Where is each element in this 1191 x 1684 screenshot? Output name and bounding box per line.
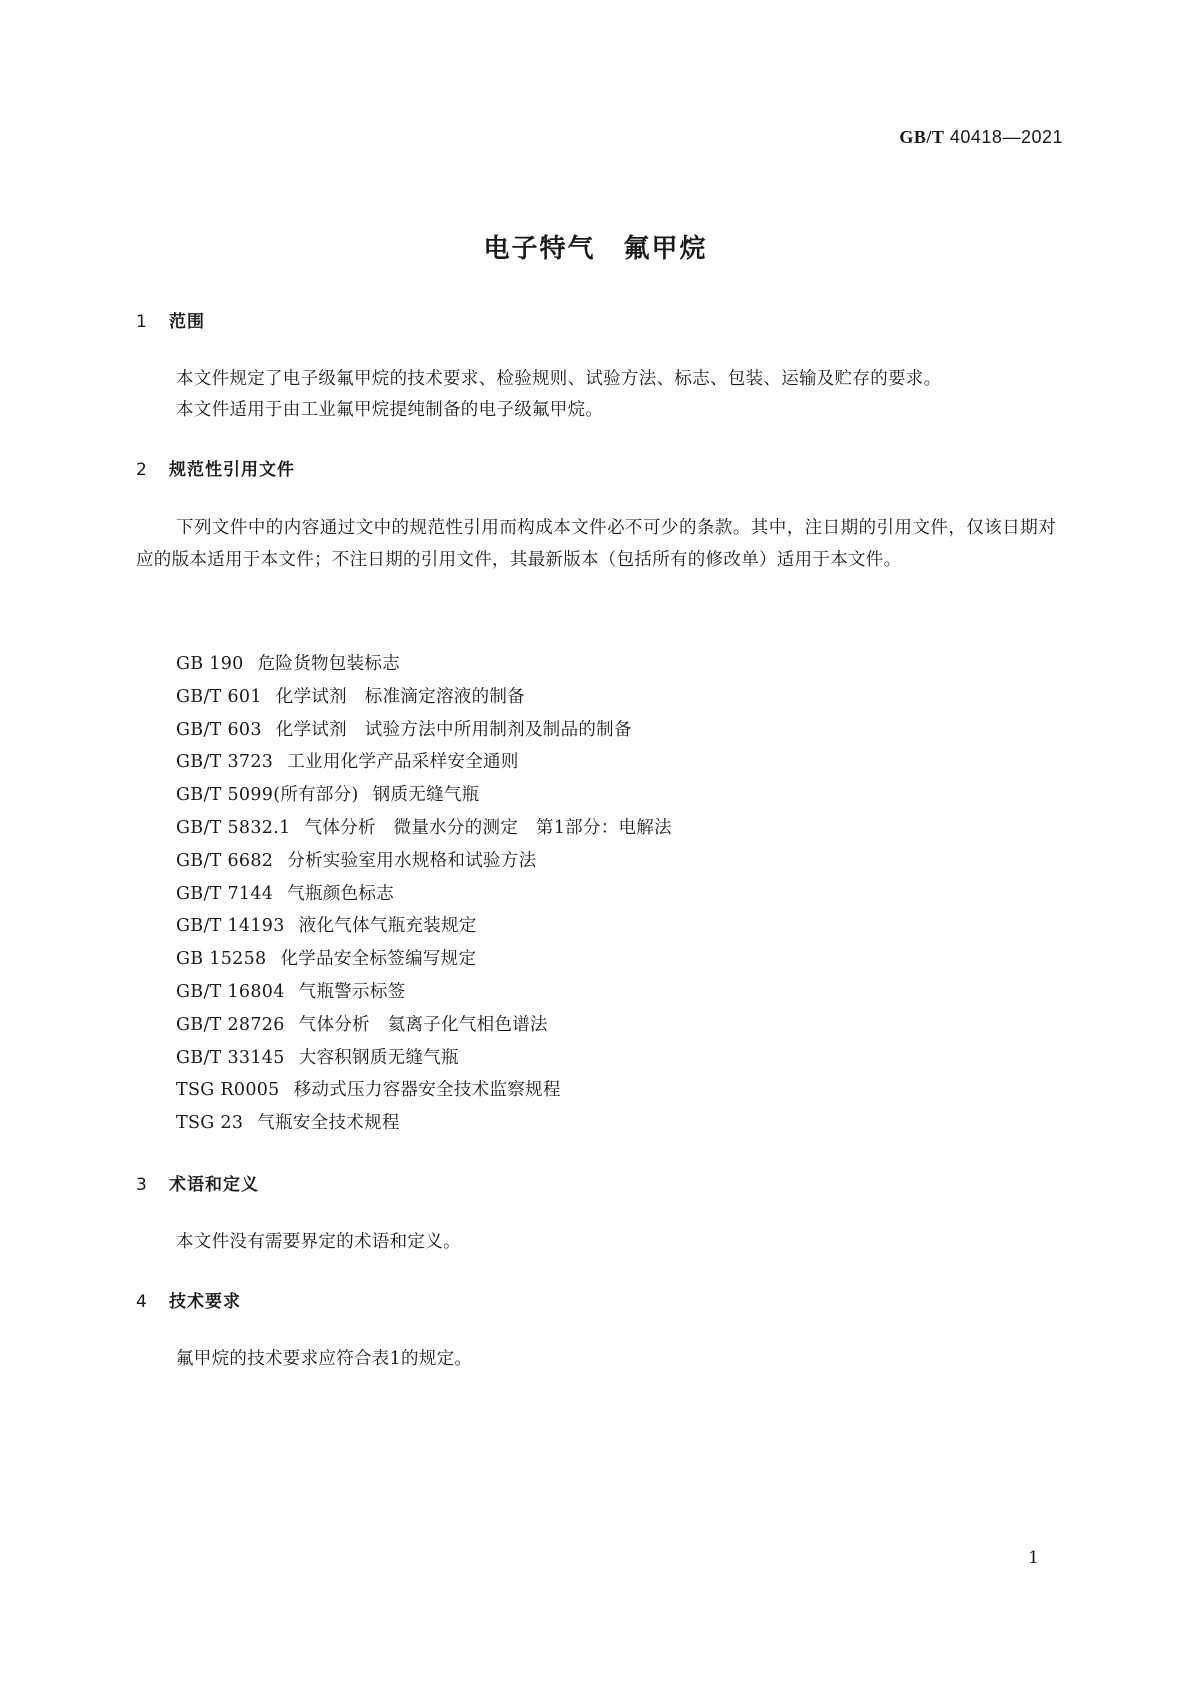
- section-heading-technical-requirements: [136, 1287, 241, 1312]
- reference-code: GB/T 33145: [176, 1047, 285, 1068]
- reference-title: 气体分析 微量水分的测定 第1部分：电解法: [304, 817, 672, 838]
- technical-requirements-body: 氟甲烷的技术要求应符合表1的规定。: [176, 1349, 473, 1369]
- reference-title: 化学品安全标签编写规定: [280, 949, 477, 970]
- reference-item: [176, 779, 672, 812]
- section-title: 范围: [169, 312, 205, 332]
- section-number: 3: [136, 1175, 148, 1195]
- reference-item: [176, 976, 672, 1009]
- reference-item: [176, 648, 672, 681]
- reference-code: TSG 23: [176, 1113, 244, 1134]
- reference-code: TSG R0005: [176, 1080, 280, 1101]
- scope-paragraph-2: 本文件适用于由工业氟甲烷提纯制备的电子级氟甲烷。: [176, 400, 604, 420]
- reference-item: [176, 943, 672, 976]
- reference-code: GB/T 28726: [176, 1014, 285, 1035]
- section-heading-scope: [136, 307, 205, 332]
- reference-code: GB/T 14193: [176, 916, 285, 937]
- reference-item: [176, 910, 672, 943]
- reference-item: [176, 812, 672, 845]
- reference-code: GB/T 603: [176, 719, 262, 740]
- standard-code: 40418—2021: [944, 127, 1063, 147]
- reference-title: 危险货物包装标志: [257, 654, 401, 674]
- reference-item: [176, 1074, 672, 1107]
- reference-item: [176, 845, 672, 878]
- standard-prefix: GB/T: [899, 127, 945, 147]
- reference-item: [176, 714, 672, 747]
- reference-title: 化学试剂 试验方法中所用制剂及制品的制备: [275, 719, 632, 740]
- section-number: 4: [136, 1292, 148, 1312]
- reference-title: 分析实验室用水规格和试验方法: [287, 850, 537, 871]
- section-title: 规范性引用文件: [169, 460, 295, 480]
- reference-code: GB/T 5099(所有部分): [176, 785, 359, 806]
- reference-title: 移动式压力容器安全技术监察规程: [293, 1080, 561, 1101]
- reference-code: GB 15258: [176, 949, 267, 970]
- reference-title: 化学试剂 标准滴定溶液的制备: [275, 686, 525, 707]
- document-title: 电子特气 氟甲烷: [483, 234, 708, 264]
- reference-code: GB/T 7144: [176, 883, 274, 904]
- reference-title: 工业用化学产品采样安全通则: [287, 752, 519, 773]
- reference-title: 液化气体气瓶充装规定: [298, 916, 477, 937]
- reference-title: 气瓶颜色标志: [287, 883, 395, 904]
- reference-title: 气体分析 氦离子化气相色谱法: [298, 1014, 548, 1035]
- reference-item: [176, 878, 672, 911]
- reference-title: 钢质无缝气瓶: [372, 785, 480, 806]
- section-number: 1: [136, 312, 148, 332]
- reference-item: [176, 681, 672, 714]
- reference-item: [176, 1009, 672, 1042]
- reference-code: GB/T 6682: [176, 850, 274, 871]
- reference-list: [176, 648, 672, 1140]
- section-title: 技术要求: [169, 1292, 241, 1312]
- reference-code: GB/T 3723: [176, 752, 274, 773]
- reference-code: GB 190: [176, 654, 244, 674]
- section-heading-terms: [136, 1170, 259, 1195]
- reference-title: 大容积钢质无缝气瓶: [298, 1047, 459, 1068]
- reference-code: GB/T 16804: [176, 981, 285, 1002]
- standard-number: [899, 127, 1063, 148]
- page-number: 1: [1028, 1548, 1039, 1568]
- scope-paragraph-1: 本文件规定了电子级氟甲烷的技术要求、检验规则、试验方法、标志、包装、运输及贮存的要求。: [176, 369, 942, 389]
- reference-item: [176, 1042, 672, 1075]
- section-heading-normative-references: [136, 455, 295, 480]
- reference-code: GB/T 601: [176, 686, 262, 707]
- normative-references-intro: 下列文件中的内容通过文中的规范性引用而构成本文件必不可少的条款。其中，注日期的引用文件，仅该日期对应的版本适用于本文件；不注日期的引用文件，其最新版本（包括所有的修改单）适用于本文件。: [136, 518, 1056, 570]
- reference-title: 气瓶警示标签: [298, 981, 406, 1002]
- reference-item: [176, 1107, 672, 1140]
- terms-body: 本文件没有需要界定的术语和定义。: [176, 1232, 461, 1252]
- reference-item: [176, 746, 672, 779]
- section-title: 术语和定义: [169, 1175, 259, 1195]
- section-number: 2: [136, 460, 148, 480]
- reference-title: 气瓶安全技术规程: [257, 1113, 400, 1134]
- reference-code: GB/T 5832.1: [176, 817, 291, 838]
